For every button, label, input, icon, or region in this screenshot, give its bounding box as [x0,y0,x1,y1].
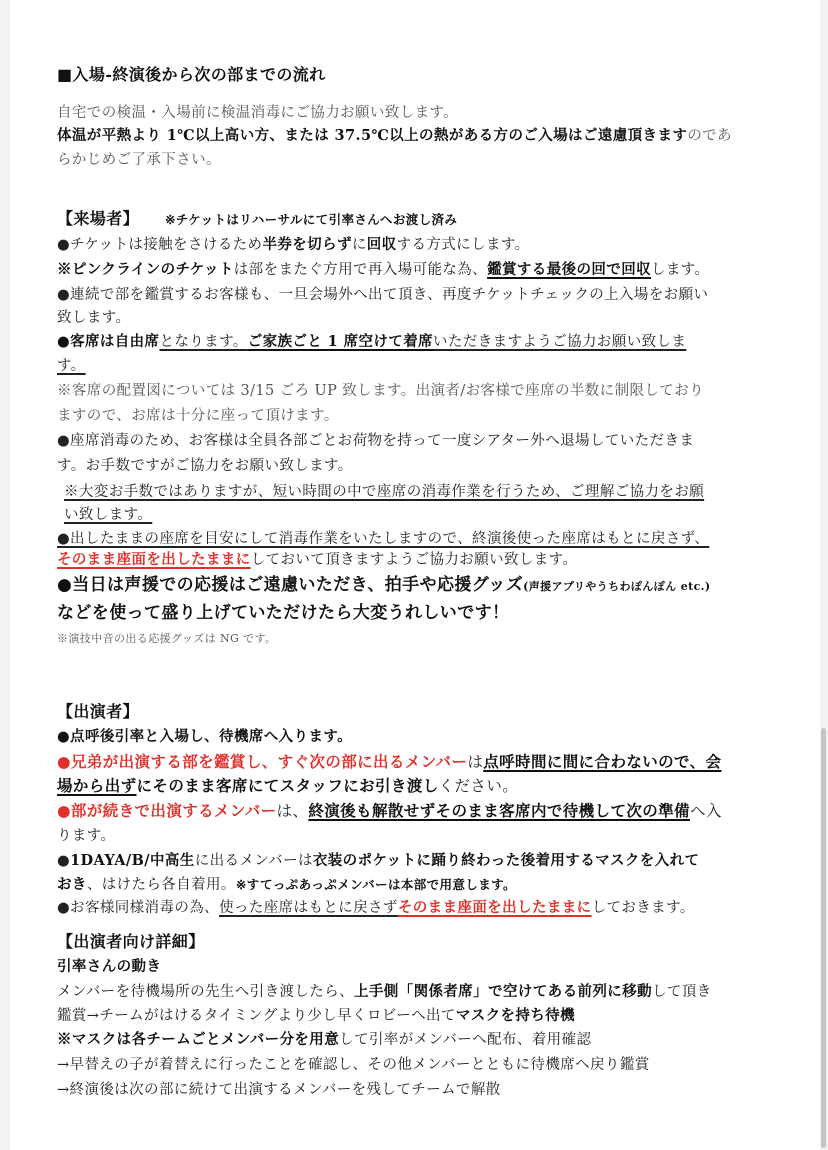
bold-text: マスクは各チームごとメンバー分を用意 [71,1031,340,1048]
text: に出るメンバーは [194,853,313,869]
red-text: ●部が続きで出演するメンバー [57,801,277,820]
ticket-note: ※チケットはリハーサルにて引率さんへお渡し済み [165,212,458,227]
text-line: ※大変お手数ではありますが、短い時間の中で座席の消毒作業を行うため、ご理解ご協力をお願 [64,484,705,500]
text: は部をまたぐ方用で再入場可能な為、 [233,262,488,278]
underlined-text: 場から出ず [57,776,137,795]
text: は [467,753,484,771]
visitors-heading-line [57,209,457,230]
text: する方式にします。 [396,237,530,253]
visitors-heading: 【来場者】 [57,209,140,228]
text-line: →早替えの子が着替えに行ったことを確認し、その他メンバーとともに待機席へ戻り鑑賞 [57,1057,650,1073]
text: メンバーを待機場所の先生へ引き渡したら、 [57,984,354,1000]
text: に [351,237,367,253]
text: のであ [687,128,732,144]
text-line: らかじめご了承下さい。 [57,152,221,168]
text-line [57,801,722,821]
text: ●チケットは接触をさけるため [57,237,263,253]
text-line: →終演後は次の部に続けて出演するメンバーを残してチームで解散 [57,1082,501,1098]
performers-heading: 【出演者】 [57,702,140,721]
bold-text: 半券を切らず [262,236,352,253]
left-page-edge [0,0,10,1150]
text-line [57,982,712,1002]
underlined-text: となります。 [159,334,248,350]
red-text: そのまま座面を出したままに [57,551,251,568]
text: 、はけたら各自着用。 [86,877,236,893]
text-line [57,126,732,146]
bold-text: 体温が平熱より 1℃以上高い方、または 37.5℃以上の熱がある方のご入場はご遠慮頂きます [57,127,688,144]
text-line: ●連続で部を鑑賞するお客様も、一旦会場外へ出て頂き、再度チケットチェックの上入場をお願い [57,287,709,303]
text: 鑑賞→チームがはけるタイミングより少し早くロビーへ出て [57,1008,456,1024]
text-line: などを使って盛り上げていただけたら大変うれしいです！ [57,603,510,623]
bold-text: 回収 [366,236,397,253]
bold-text: 1DAYA/B/中高生 [70,852,195,869]
underlined-text: 使った座席はもとに戻さず [219,900,398,916]
text-line [57,1006,575,1026]
text-line: 自宅での検温・入場前に検温消毒にご協力お願い致します。 [57,105,459,121]
underlined-text: いただきますようご協力お願い致しま [433,334,687,350]
text-line: ますので、お席は十分に座って頂けます。 [57,408,339,424]
text: しておきます。 [591,900,695,916]
text-line: ●出したままの座席を目安にして消毒作業をいたしますので、終演後使った座席はもとに戻さず、 [57,531,710,547]
text-line: す。 [57,358,86,374]
scrollbar-thumb[interactable] [821,728,826,1148]
bold-text: ※すてっぷあっぷメンバーは本部で用意します。 [235,877,516,892]
small-bold-text: (声援アプリやうちわぽんぽん etc.) [523,580,711,593]
text-line: す。お手数ですがご協力をお願い致します。 [57,458,353,474]
underlined-text: 終演後も解散せずそのまま客席内で待機して次の準備 [308,801,690,820]
text-line: ります。 [57,828,116,844]
text-line [57,550,577,570]
text: ● [57,853,71,869]
bold-text: ● [57,333,71,350]
text-line [57,875,516,895]
bold-text: ※ [57,261,72,278]
text-line [57,851,699,871]
red-text: そのまま座面を出したままに [397,899,592,916]
red-text: ●兄弟が出演する部を鑑賞し、すぐ次の部に出るメンバー [57,752,468,771]
bold-text: ピンクラインのチケット [71,261,234,278]
underlined-text: ご家族ごと 1 席空けて着席 [247,333,434,350]
underlined-text: 点呼時間に間に合わないので、会 [483,752,722,771]
text-line [57,752,721,772]
bold-text: ※ [57,1031,72,1048]
text: は、 [276,802,309,820]
bold-text: ●当日は声援での応援はご遠慮いただき、拍手や応援グッズ [57,575,524,595]
text-line: ●座席消毒のため、お客様は全員各部ごとお荷物を持って一度シアター外へ退場していただきま [57,433,695,449]
text: して頂き [651,984,712,1000]
text: します。 [651,262,710,278]
text-line: ●点呼後引率と入場し、待機席へ入ります。 [57,728,352,745]
section-title: ■入場-終演後から次の部までの流れ [57,65,326,84]
text-line: 致します。 [57,310,131,326]
text: ください。 [438,777,519,795]
underlined-text: 鑑賞する最後の回で回収 [487,261,651,278]
bold-text: 上手側「関係者席」で空けてある前列に移動 [353,983,652,1000]
text-line: ※演技中音の出る応援グッズは NG です。 [57,632,277,645]
text: しておいて頂きますようご協力お願い致します。 [250,552,578,568]
bold-text: 衣装のポケットに踊り終わった後着用するマスクを入れて [312,852,700,869]
text-line [57,776,518,796]
text-line [57,260,709,280]
text-line: い致します。 [64,507,153,523]
bold-text: にそのまま客席にてスタッフにお引き渡し [136,776,439,795]
text-line [57,575,711,597]
bold-text: おき [57,876,87,893]
text-line [57,235,530,255]
bold-text: マスクを持ち待機 [455,1007,575,1024]
text-line [57,332,686,352]
text-line: ※客席の配置図については 3/15 ごろ UP 致します。出演者/お客様で座席の半数に制限しており [57,383,705,399]
text: ●お客様同様消毒の為、 [57,900,220,916]
text-line [57,898,695,918]
text: して引率がメンバーへ配布、着用確認 [339,1032,592,1048]
details-heading: 【出演者向け詳細】 [57,932,205,951]
text: へ入 [689,802,722,820]
bold-text: 客席は自由席 [70,333,160,350]
text-line [57,1030,591,1050]
details-subheading: 引率さんの動き [57,958,162,975]
